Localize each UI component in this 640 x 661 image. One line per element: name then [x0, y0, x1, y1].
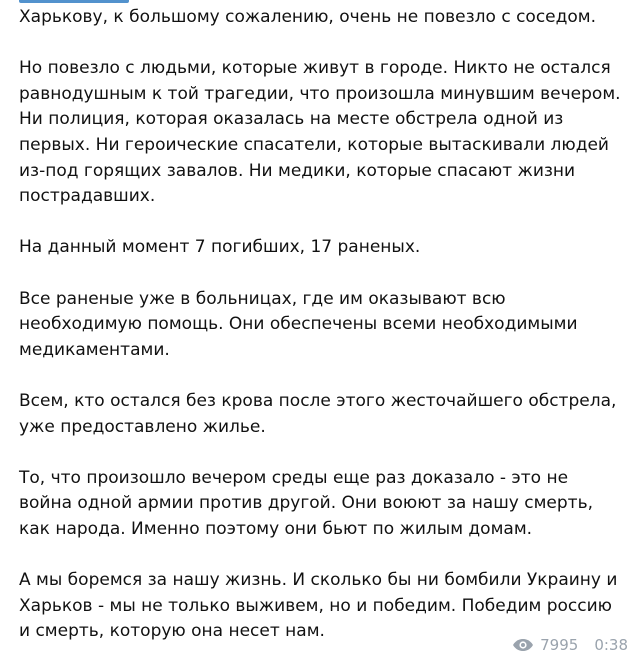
- message-paragraph: Харькову, к большому сожалению, очень не повезло с соседом.: [19, 7, 597, 27]
- message-paragraph: Но повезло с людьми, которые живут в городе. Никто не остался равнодушным к той трагедии, что произошла минувшим вечером. Ни полиция, которая оказалась на месте обстрела одной из первых. Ни героические спасатели, которые вытаскивали людей из-под горящих завалов. Ни медики, которые спасают жизни пострадавших.: [19, 58, 621, 207]
- message-paragraph: Всем, кто остался без крова после этого жесточайшего обстрела, уже предоставлено жилье.: [19, 390, 617, 437]
- message-meta: [512, 636, 628, 654]
- message-paragraph: На данный момент 7 погибших, 17 раненых.: [19, 237, 421, 258]
- message-paragraph: То, что произошло вечером среды еще раз доказало - это не война одной армии против другой. Они воюют за нашу смерть, как народа. Именно поэтому они бьют по жилым домам.: [19, 467, 593, 539]
- message-text: [19, 5, 626, 645]
- message-paragraph: Все раненые уже в больницах, где им оказывают всю необходимую помощь. Они обеспечены всеми необходимыми медикаментами.: [19, 288, 578, 360]
- message-time: 0:38: [594, 636, 628, 654]
- eye-icon: [512, 638, 534, 652]
- message-paragraph: А мы боремся за нашу жизнь. И сколько бы ни бомбили Украину и Харьков - мы не только выживем, но и победим. Победим россию и смерть, которую она несет нам.: [19, 570, 618, 642]
- sender-name-strip: [19, 0, 129, 3]
- view-count: 7995: [540, 636, 579, 654]
